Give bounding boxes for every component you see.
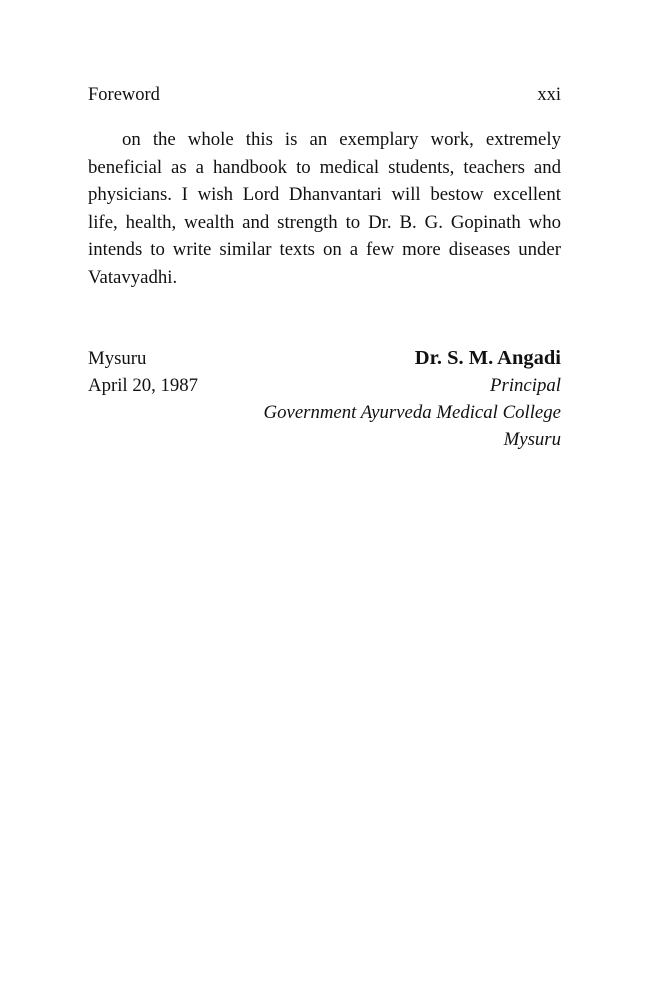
signature-name: Dr. S. M. Angadi — [414, 346, 561, 369]
page-content — [88, 84, 561, 453]
signature-place-date — [88, 345, 198, 399]
signature-date: April 20, 1987 — [88, 374, 199, 396]
signature-institution: Government Ayurveda Medical College — [263, 401, 561, 423]
signature-place: Mysuru — [88, 347, 147, 369]
signature-block — [88, 345, 561, 453]
running-header — [88, 84, 561, 106]
foreword-paragraph: on the whole this is an exemplary work, extremely beneficial as a handbook to medical students, teachers and physicians. I wish Lord Dhanvantari will bestow excellent life, health, wealth and strength to Dr. B. G. Gopinath who intends to write similar texts on a few more diseases under Vatavyadhi. — [88, 129, 561, 288]
signature-title: Principal — [490, 374, 561, 396]
running-header-title: Foreword — [88, 85, 160, 105]
signature-city: Mysuru — [503, 428, 561, 450]
page-number: xxi — [537, 85, 561, 105]
